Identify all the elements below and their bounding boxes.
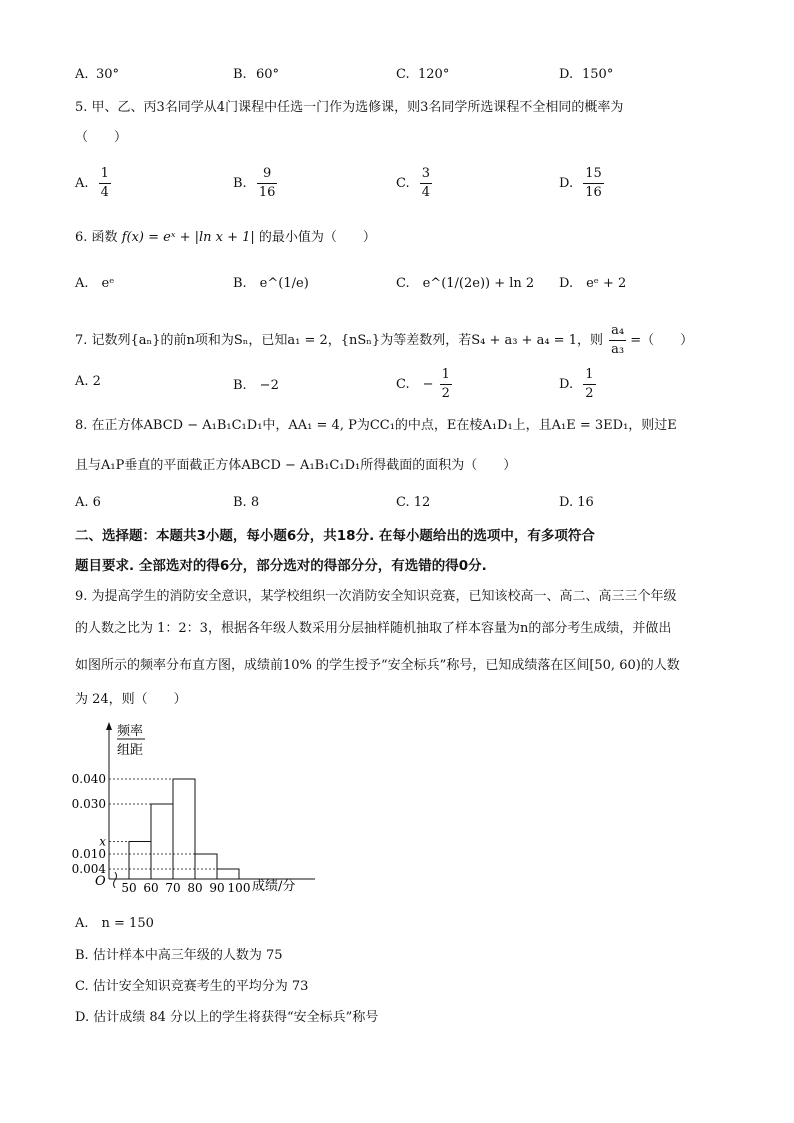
- q5-a-den: 4: [100, 185, 109, 200]
- q8-line-2: 且与A₁P垂直的平面截正方体ABCD − A₁B₁C₁D₁所得截面的面积为（ ）: [75, 458, 517, 473]
- q7-stem-text: 7. 记数列{aₙ}的前n项和为Sₙ，已知a₁ = 2，{nSₙ}为等差数列，若S₄ + a₃ + a₄ = 1，则: [75, 333, 603, 348]
- q5-b-label: B.: [233, 176, 247, 191]
- q4-c: C.: [396, 67, 410, 82]
- q5-d-num: 15: [583, 165, 604, 184]
- q5-d-den: 16: [585, 185, 602, 200]
- frequency-histogram: [65, 722, 325, 895]
- bar-80-90: [195, 854, 217, 879]
- y-tick-label-3: 0.010: [71, 847, 106, 861]
- y-label-top: 频率: [117, 724, 144, 739]
- q5-c-frac: [420, 165, 432, 202]
- q9-line-2: 的人数之比为 1：2：3，根据各年级人数采用分层抽样随机抽取了样本容量为n的部分考生成绩，并做出: [75, 621, 672, 636]
- q4-d-val: 150°: [582, 67, 614, 82]
- q5-stem: 5. 甲、乙、丙3名同学从4门课程中任选一门作为选修课，则3名同学所选课程不全相同的概率为: [75, 100, 624, 115]
- y-axis-arrow: [106, 722, 112, 730]
- q7-c-num: 1: [440, 366, 452, 385]
- section-2-heading-line-1: 二、选择题：本题共3小题，每小题6分，共18分. 在每小题给出的选项中，有多项符合: [75, 528, 595, 544]
- q7-option-a: A. 2: [75, 374, 101, 389]
- q5-d-frac: [583, 165, 604, 202]
- q5-d-label: D.: [559, 176, 574, 191]
- q7-option-b: B. −2: [233, 378, 279, 393]
- q4-c-val: 120°: [418, 67, 450, 82]
- q6-stem-post: 的最小值为（ ）: [258, 230, 376, 245]
- x-tick-label-60: 60: [143, 881, 159, 895]
- q7-tail: =（ ）: [630, 333, 694, 348]
- x-tick-label-90: 90: [209, 881, 225, 895]
- bar-60-70: [151, 804, 173, 879]
- q5-b-frac: [257, 165, 278, 202]
- q4-b: B.: [233, 67, 247, 82]
- y-tick-label-0: 0.040: [71, 772, 106, 786]
- q6-stem: [75, 228, 376, 248]
- q6-stem-pre: 6. 函数: [75, 230, 118, 245]
- q9-option-c: C. 估计安全知识竞赛考生的平均分为 73: [75, 979, 309, 994]
- y-tick-label-1: 0.030: [71, 797, 106, 811]
- section-2-heading-line-2: 题目要求. 全部选对的得6分，部分选对的得部分分，有选错的得0分.: [75, 558, 487, 574]
- q7-stem: [75, 322, 693, 359]
- x-tick-label-80: 80: [187, 881, 203, 895]
- q7-option-d: [559, 366, 596, 403]
- q7-c-frac: [440, 366, 452, 403]
- q5-option-b: [233, 165, 277, 202]
- bar-90-100: [217, 869, 239, 879]
- q7-d-num: 1: [583, 366, 595, 385]
- q5-b-den: 16: [258, 185, 276, 200]
- q6-function: f(x) = eˣ + |ln x + 1|: [121, 230, 255, 245]
- q4-a: A.: [75, 67, 97, 82]
- q7-ratio: [609, 322, 626, 359]
- origin-label: O: [95, 874, 106, 889]
- x-axis-label: 成绩/分: [252, 879, 296, 894]
- q8-option-c: C. 12: [396, 495, 431, 510]
- q7-option-c: [396, 366, 452, 403]
- bar-70-80: [173, 779, 195, 879]
- q8-line-1: 8. 在正方体ABCD − A₁B₁C₁D₁中，AA₁ = 4, P为CC₁的中点，E在棱A₁D₁上，且A₁E = 3ED₁，则过E: [75, 418, 677, 433]
- q9-line-1: 9. 为提高学生的消防安全意识，某学校组织一次消防安全知识竞赛，已知该校高一、高二、高三三个年级: [75, 589, 677, 604]
- q9-line-3: 如图所示的频率分布直方图，成绩前10% 的学生授予“安全标兵”称号，已知成绩落在区间[50, 60)的人数: [75, 658, 680, 673]
- q5-a-label: A.: [75, 176, 89, 191]
- q7-ratio-den: a₃: [611, 342, 625, 357]
- q8-option-a: A. 6: [75, 495, 101, 510]
- q9-option-a: A. n = 150: [75, 916, 154, 931]
- q6-option-b: B. e^(1/e): [233, 276, 309, 291]
- q6-option-a: A. eᵉ: [75, 276, 115, 291]
- y-tick-label-2: x: [99, 834, 106, 849]
- q5-paren: （ ）: [75, 130, 128, 145]
- x-tick-label-50: 50: [121, 881, 137, 895]
- q7-d-den: 2: [585, 386, 594, 401]
- q5-c-label: C.: [396, 176, 410, 191]
- q8-option-b: B. 8: [233, 495, 260, 510]
- q9-option-b: B. 估计样本中高三年级的人数为 75: [75, 948, 283, 963]
- q6-option-c: C. e^(1/(2e)) + ln 2: [396, 276, 535, 291]
- x-tick-label-70: 70: [165, 881, 181, 895]
- q5-b-num: 9: [257, 165, 278, 184]
- y-tick-label-4: 0.004: [71, 862, 106, 876]
- q5-a-frac: [99, 165, 111, 202]
- bar-50-60: [129, 842, 151, 880]
- q7-d-frac: [583, 366, 595, 403]
- q7-c-label: C. −: [396, 377, 434, 392]
- q5-c-num: 3: [420, 165, 432, 184]
- q9-line-4: 为 24，则（ ）: [75, 692, 187, 707]
- q5-option-a: [75, 165, 111, 202]
- q9-option-d: D. 估计成绩 84 分以上的学生将获得“安全标兵”称号: [75, 1010, 379, 1025]
- q5-option-c: [396, 165, 432, 202]
- q7-c-den: 2: [441, 386, 450, 401]
- q5-c-den: 4: [421, 185, 431, 200]
- q4-d: D.: [559, 67, 574, 82]
- q7-d-label: D.: [559, 377, 574, 392]
- q4-b-val: 60°: [256, 67, 280, 82]
- q5-a-num: 1: [99, 165, 111, 184]
- y-label-bottom: 组距: [117, 743, 144, 758]
- axis-break: [114, 872, 117, 888]
- q6-option-d: D. eᵉ + 2: [559, 276, 627, 291]
- q7-ratio-num: a₄: [609, 322, 626, 341]
- q5-option-d: [559, 165, 604, 202]
- x-tick-label-100: 100: [227, 881, 251, 895]
- q8-option-d: D. 16: [559, 495, 594, 510]
- q4-a-val: 30°: [96, 67, 120, 82]
